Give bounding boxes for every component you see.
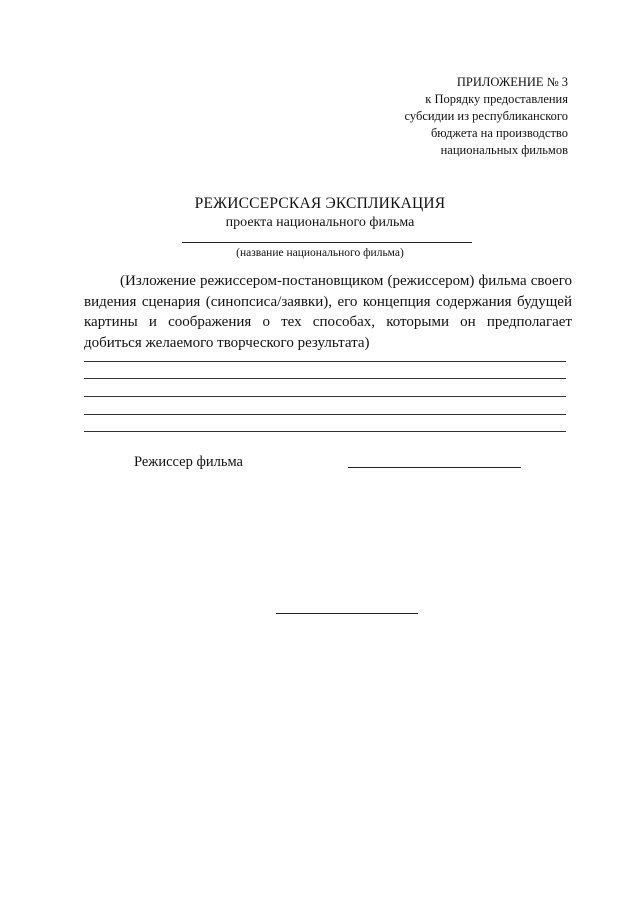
explication-instructions: (Изложение режиссером-постановщиком (режиссером) фильма своего видения сценария (синопсиса/заявки), его концепция содержания будущей картины и соображения о тех способах, которыми он предполагает добиться желаемого творческого результата)	[84, 273, 572, 351]
document-title: РЕЖИССЕРСКАЯ ЭКСПЛИКАЦИЯ	[194, 195, 446, 212]
annex-header	[328, 74, 568, 159]
fill-line-5[interactable]	[84, 431, 566, 432]
film-name-caption: (название национального фильма)	[236, 247, 404, 259]
fill-line-4[interactable]	[84, 414, 566, 415]
annex-line: к Порядку предоставления	[425, 92, 568, 106]
annex-line: национальных фильмов	[440, 143, 568, 157]
fill-line-1[interactable]	[84, 361, 566, 362]
closing-divider	[276, 613, 418, 614]
title-block	[0, 194, 640, 232]
annex-line: субсидии из республиканского	[404, 109, 568, 123]
fill-line-3[interactable]	[84, 396, 566, 397]
annex-line: бюджета на производство	[430, 126, 568, 140]
signature-label: Режиссер фильма	[134, 454, 243, 470]
fill-line-2[interactable]	[84, 378, 566, 379]
signature-line[interactable]	[348, 467, 521, 468]
document-subtitle: проекта национального фильма	[225, 215, 415, 230]
annex-line: ПРИЛОЖЕНИЕ № 3	[456, 75, 568, 89]
film-name-field-line[interactable]	[182, 242, 472, 243]
